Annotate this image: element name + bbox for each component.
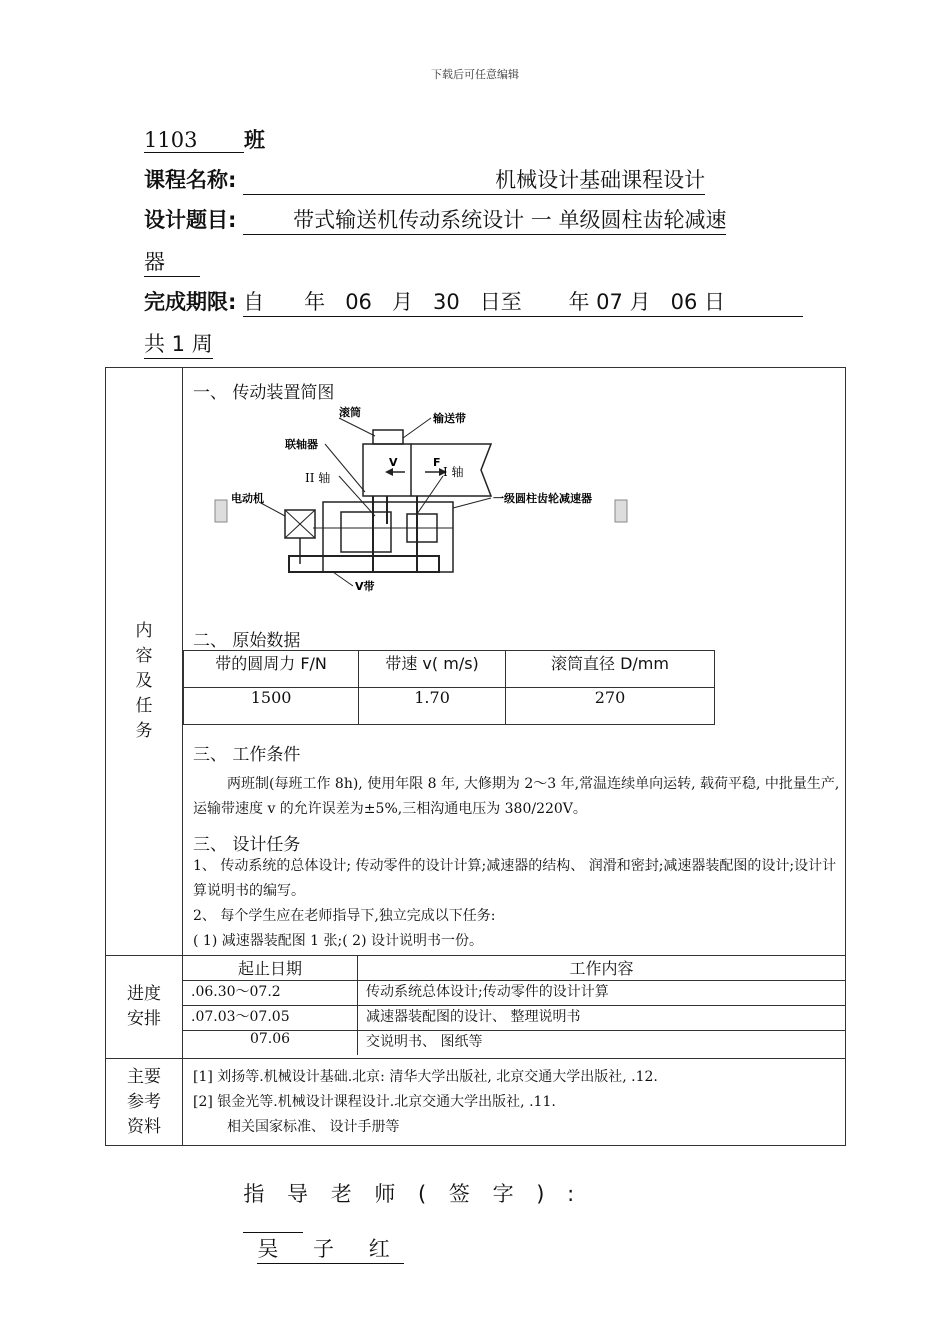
- signature-line: [214, 1154, 582, 1264]
- period-total: 共 1 周: [144, 328, 213, 359]
- param-value-speed: 1.70: [359, 688, 506, 725]
- label-drum: 滚筒: [339, 406, 361, 419]
- schedule-table: [183, 956, 845, 1055]
- schedule-header-work: 工作内容: [358, 956, 846, 981]
- section4-title: 三、 设计任务: [193, 835, 301, 855]
- period-value: 自 年 06 月 30 日至 年 07 月 06 日: [243, 286, 803, 317]
- topic-value-2: 器: [144, 246, 200, 277]
- label-motor: 电动机: [231, 492, 264, 505]
- param-value-diameter: 270: [506, 688, 715, 725]
- transmission-diagram: [213, 404, 693, 604]
- refs-cell: [183, 1059, 846, 1146]
- schedule-header-date: 起止日期: [183, 956, 358, 981]
- assignment-table: [105, 367, 846, 1146]
- schedule-work-2: 减速器装配图的设计、 整理说明书: [358, 1006, 846, 1031]
- schedule-cell: [183, 956, 846, 1059]
- class-line: [144, 124, 265, 154]
- side-progress: 进度 安排: [106, 956, 183, 1059]
- section3-text: 两班制(每班工作 8h), 使用年限 8 年, 大修期为 2～3 年,常温连续单向运转, 载荷平稳, 中批量生产, 运输带速度 v 的允许误差为±5%,三相沟通电压为 380/220V。: [193, 776, 840, 817]
- side-refs: 主要 参考 资料: [106, 1059, 183, 1146]
- label-shaft2: II 轴: [305, 471, 331, 485]
- label-reducer: 一级圆柱齿轮减速器: [493, 492, 592, 505]
- side-content: 内 容 及 任 务: [106, 368, 183, 956]
- label-v: V: [389, 456, 398, 469]
- label-coupling: 联轴器: [285, 438, 318, 451]
- label-f: F: [433, 456, 441, 469]
- reference-1: [1] 刘扬等.机械设计基础.北京: 清华大学出版社, 北京交通大学出版社, .12.: [193, 1069, 658, 1085]
- topic-line-2: [144, 246, 200, 277]
- reference-2: [2] 银金光等.机械设计课程设计.北京交通大学出版社, .11.: [193, 1094, 556, 1110]
- schedule-work-1: 传动系统总体设计;传动零件的设计计算: [358, 981, 846, 1006]
- course-label: 课程名称:: [144, 168, 237, 192]
- section4-item3: ( 1) 减速器装配图 1 张;( 2) 设计说明书一份。: [193, 933, 483, 949]
- label-belt: 输送带: [433, 412, 466, 425]
- schedule-date-3: 07.06: [183, 1031, 358, 1056]
- schedule-date-1: .06.30～07.2: [183, 981, 358, 1006]
- content-cell: [183, 368, 846, 956]
- param-value-force: 1500: [184, 688, 359, 725]
- schedule-work-3: 交说明书、 图纸等: [358, 1031, 846, 1056]
- class-suffix: 班: [244, 128, 265, 152]
- param-header-diameter: 滚筒直径 D/mm: [506, 651, 715, 688]
- section4-item2: 2、 每个学生应在老师指导下,独立完成以下任务:: [193, 908, 496, 924]
- topic-line: [144, 204, 824, 235]
- period-label: 完成期限:: [144, 290, 237, 314]
- topic-value-1: 带式输送机传动系统设计 一 单级圆柱齿轮减速: [243, 204, 726, 235]
- section4-item1: 1、 传动系统的总体设计; 传动零件的设计计算;减速器的结构、 润滑和密封;减速器装配图的设计;设计计算说明书的编写。: [193, 858, 837, 899]
- signature-label: 指 导 老 师 ( 签 字 ) :: [243, 1182, 583, 1206]
- section3-title: 三、 工作条件: [193, 745, 301, 765]
- signature-blank: [243, 1208, 303, 1233]
- param-header-speed: 带速 v( m/s): [359, 651, 506, 688]
- header-note: 下载后可任意编辑: [431, 68, 519, 81]
- reference-3: 相关国家标准、 设计手册等: [227, 1119, 400, 1135]
- label-vbelt: V带: [355, 580, 375, 593]
- period-line: [144, 286, 824, 317]
- raw-data-table: [183, 650, 715, 725]
- topic-label: 设计题目:: [144, 208, 237, 232]
- signature-name: 吴 子 红: [257, 1233, 403, 1264]
- section1-title: 一、 传动装置简图: [193, 383, 335, 403]
- class-number: 1103: [144, 128, 244, 153]
- course-value: 机械设计基础课程设计: [243, 164, 705, 195]
- param-header-force: 带的圆周力 F/N: [184, 651, 359, 688]
- schedule-date-2: .07.03～07.05: [183, 1006, 358, 1031]
- section2-title: 二、 原始数据: [193, 631, 301, 651]
- course-line: [144, 164, 705, 195]
- label-shaft1: I 轴: [443, 465, 464, 479]
